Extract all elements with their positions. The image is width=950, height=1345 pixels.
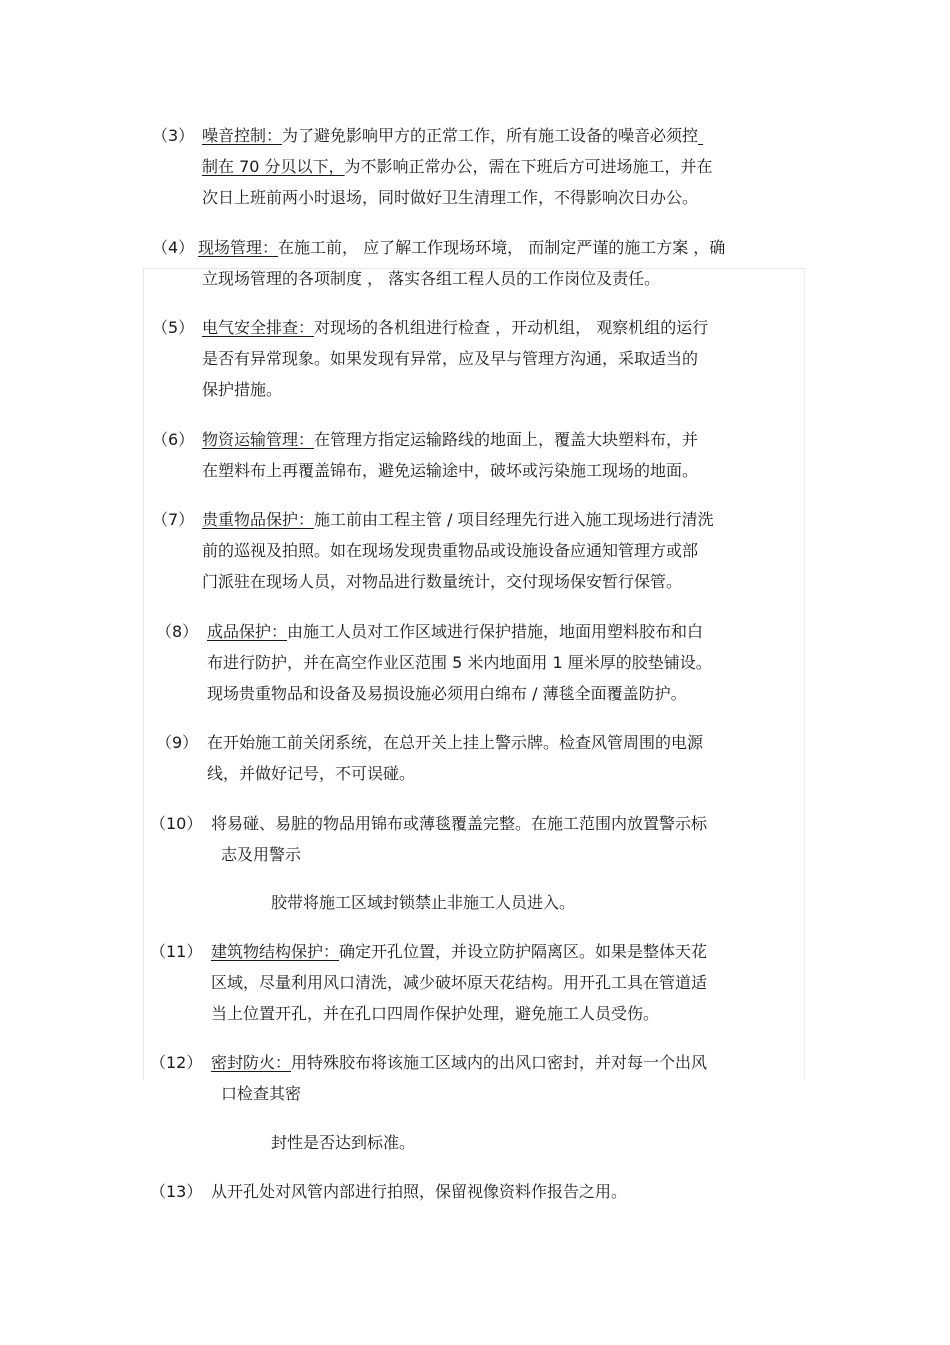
item-number: （6） (152, 430, 195, 449)
item-line (202, 510, 714, 530)
item-heading: 密封防火： (211, 1053, 292, 1072)
item-line: 门派驻在现场人员，对物品进行数量统计，交付现场保安暂行保管。 (202, 572, 683, 591)
item-line (202, 126, 742, 146)
item-line (202, 157, 713, 177)
scan-frame-left (143, 268, 144, 1080)
item-line: 区域，尽量利用风口清洗，减少破坏原天花结构。用开孔工具在管道适 (211, 973, 708, 992)
item-number: （9） (156, 733, 199, 752)
item-line: 线，并做好记号，不可误碰。 (207, 764, 416, 783)
item-line: 次日上班前两小时退场，同时做好卫生清理工作，不得影响次日办公。 (202, 188, 699, 207)
item-number: （8） (156, 622, 199, 641)
item-text: 确定开孔位置，并设立防护隔离区。如果是整体天花 (339, 942, 708, 961)
item-text: 为了避免影响甲方的正常工作，所有施工设备的噪音必须控 (282, 126, 699, 145)
item-heading: 现场管理： (198, 238, 279, 257)
item-text: 施工前由工程主管 / 项目经理先行进入施工现场进行清洗 (314, 510, 714, 529)
item-heading: 贵重物品保护： (202, 510, 315, 529)
item-line: 从开孔处对风管内部进行拍照，保留视像资料作报告之用。 (211, 1182, 628, 1201)
underline-blank (698, 126, 742, 146)
item-line: 将易碰、易脏的物品用锦布或薄毯覆盖完整。在施工范围内放置警示标 (211, 814, 708, 833)
item-text: 用特殊胶布将该施工区域内的出风口密封，并对每一个出风 (291, 1053, 708, 1072)
item-line: 志及用警示 (221, 845, 302, 864)
item-line: 口检查其密 (221, 1084, 302, 1103)
item-number: （3） (152, 126, 195, 145)
item-line: 在塑料布上再覆盖锦布，避免运输途中，破坏或污染施工现场的地面。 (202, 461, 699, 480)
item-heading: 成品保护： (207, 622, 288, 641)
item-text: 在施工前， 应了解工作现场环境， 而制定严谨的施工方案 ，确 (278, 238, 726, 257)
item-line (207, 622, 703, 642)
item-number: （11） (150, 942, 203, 961)
item-heading: 电气安全排查： (202, 318, 315, 337)
item-heading: 建筑物结构保护： (211, 942, 340, 961)
item-text: 由施工人员对工作区域进行保护措施，地面用塑料胶布和白 (287, 622, 704, 641)
item-line: 立现场管理的各项制度 ， 落实各组工程人员的工作岗位及责任。 (202, 269, 661, 288)
item-text: 在管理方指定运输路线的地面上，覆盖大块塑料布，并 (314, 430, 699, 449)
item-number: （7） (152, 510, 195, 529)
scan-frame-right (804, 268, 805, 1080)
item-number: （10） (150, 814, 203, 833)
item-line: 胶带将施工区域封锁禁止非施工人员进入。 (271, 893, 576, 912)
item-line (211, 1053, 707, 1073)
item-text: 对现场的各机组进行检查 ，开动机组， 观察机组的运行 (314, 318, 709, 337)
item-line: 当上位置开孔，并在孔口四周作保护处理，避免施工人员受伤。 (211, 1004, 660, 1023)
item-heading: 制在 70 分贝以下， (202, 157, 345, 176)
item-line (202, 430, 698, 450)
item-line: 保护措施。 (202, 380, 283, 399)
item-line (211, 942, 707, 962)
item-line: 前的巡视及拍照。如在现场发现贵重物品或设施设备应通知管理方或部 (202, 541, 699, 560)
item-number: （5） (152, 318, 195, 337)
item-number: （12） (150, 1053, 203, 1072)
item-line: 是否有异常现象。如果发现有异常，应及早与管理方沟通，采取适当的 (202, 349, 699, 368)
item-line (198, 238, 725, 258)
item-line (202, 318, 708, 338)
item-heading: 物资运输管理： (202, 430, 315, 449)
item-line: 现场贵重物品和设备及易损设施必须用白绵布 / 薄毯全面覆盖防护。 (207, 684, 687, 703)
item-number: （13） (150, 1182, 203, 1201)
item-text: 为不影响正常办公，需在下班后方可进场施工，并在 (344, 157, 713, 176)
item-line: 封性是否达到标准。 (271, 1133, 416, 1152)
item-line: 在开始施工前关闭系统，在总开关上挂上警示牌。检查风管周围的电源 (207, 733, 704, 752)
item-number: （4） (152, 238, 195, 257)
item-heading: 噪音控制： (202, 126, 283, 145)
item-line: 布进行防护，并在高空作业区范围 5 米内地面用 1 厘米厚的胶垫铺设。 (207, 653, 712, 672)
